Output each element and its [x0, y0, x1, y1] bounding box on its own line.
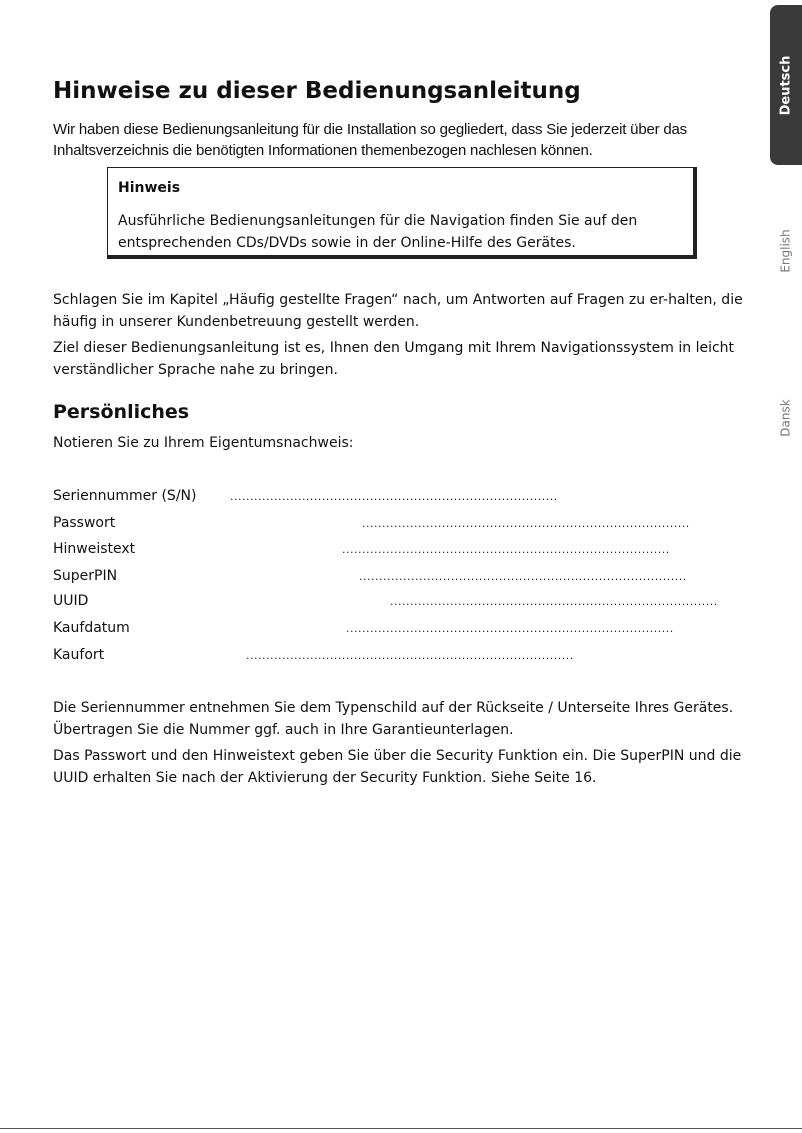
field-line-purchase-place: ..................................................................................: [246, 649, 574, 662]
faq-paragraph: Schlagen Sie im Kapitel „Häufig gestellte Fragen“ nach, um Antworten auf Fragen zu er-halten, die häufig in unserer Kundenbetreuung gestellt werden.: [53, 292, 743, 330]
field-label-superpin: SuperPIN: [53, 568, 118, 584]
field-line-superpin: ..................................................................................: [359, 570, 687, 583]
field-label-password: Passwort: [53, 515, 116, 531]
note-text: Ausführliche Bedienungsanleitungen für die Navigation finden Sie auf den entsprechenden CDs/DVDs sowie in der Online-Hilfe des Gerätes.: [118, 213, 638, 251]
intro-paragraph: Wir haben diese Bedienungsanleitung für die Installation so gegliedert, dass Sie jederzeit über das Inhaltsverzeichnis die benötigten Informationen themenbezogen nachlesen können.: [53, 121, 687, 159]
field-line-uuid: ..................................................................................: [390, 595, 718, 608]
field-line-purchase-date: ..................................................................................: [346, 622, 674, 635]
note-box: [107, 167, 697, 259]
note-title: Hinweis: [118, 180, 181, 196]
field-label-purchase-date: Kaufdatum: [53, 620, 130, 636]
tab-english-label: English: [779, 228, 793, 273]
field-line-password: ..................................................................................: [362, 517, 690, 530]
field-label-uuid: UUID: [53, 593, 89, 609]
section-heading-personal: Persönliches: [53, 401, 190, 423]
tab-english[interactable]: [770, 218, 802, 283]
tab-dansk-label: Dansk: [779, 399, 793, 437]
personal-intro: Notieren Sie zu Ihrem Eigentumsnachweis:: [53, 435, 354, 451]
security-info-paragraph: Das Passwort und den Hinweistext geben Sie über die Security Funktion ein. Die SuperPIN und die UUID erhalten Sie nach der Aktivierung der Security Funktion. Siehe Seite 16.: [53, 748, 742, 786]
tab-deutsch[interactable]: [770, 5, 802, 165]
page-title: Hinweise zu dieser Bedienungsanleitung: [53, 78, 581, 104]
serial-info-paragraph: Die Seriennummer entnehmen Sie dem Typenschild auf der Rückseite / Unterseite Ihres Gerätes. Übertragen Sie die Nummer ggf. auch in Ihre Garantieunterlagen.: [53, 700, 734, 738]
field-line-hint: ..................................................................................: [342, 543, 670, 556]
field-line-serial: ..................................................................................: [230, 490, 558, 503]
field-label-hint: Hinweistext: [53, 541, 136, 557]
goal-paragraph: Ziel dieser Bedienungsanleitung ist es, Ihnen den Umgang mit Ihrem Navigationssystem in leicht verständlicher Sprache nahe zu bringen.: [53, 340, 735, 378]
field-label-purchase-place: Kaufort: [53, 647, 105, 663]
tab-deutsch-label: Deutsch: [778, 55, 794, 115]
page-bottom-rule: [0, 1128, 802, 1129]
tab-dansk[interactable]: [770, 388, 802, 448]
field-label-serial: Seriennummer (S/N): [53, 488, 197, 504]
